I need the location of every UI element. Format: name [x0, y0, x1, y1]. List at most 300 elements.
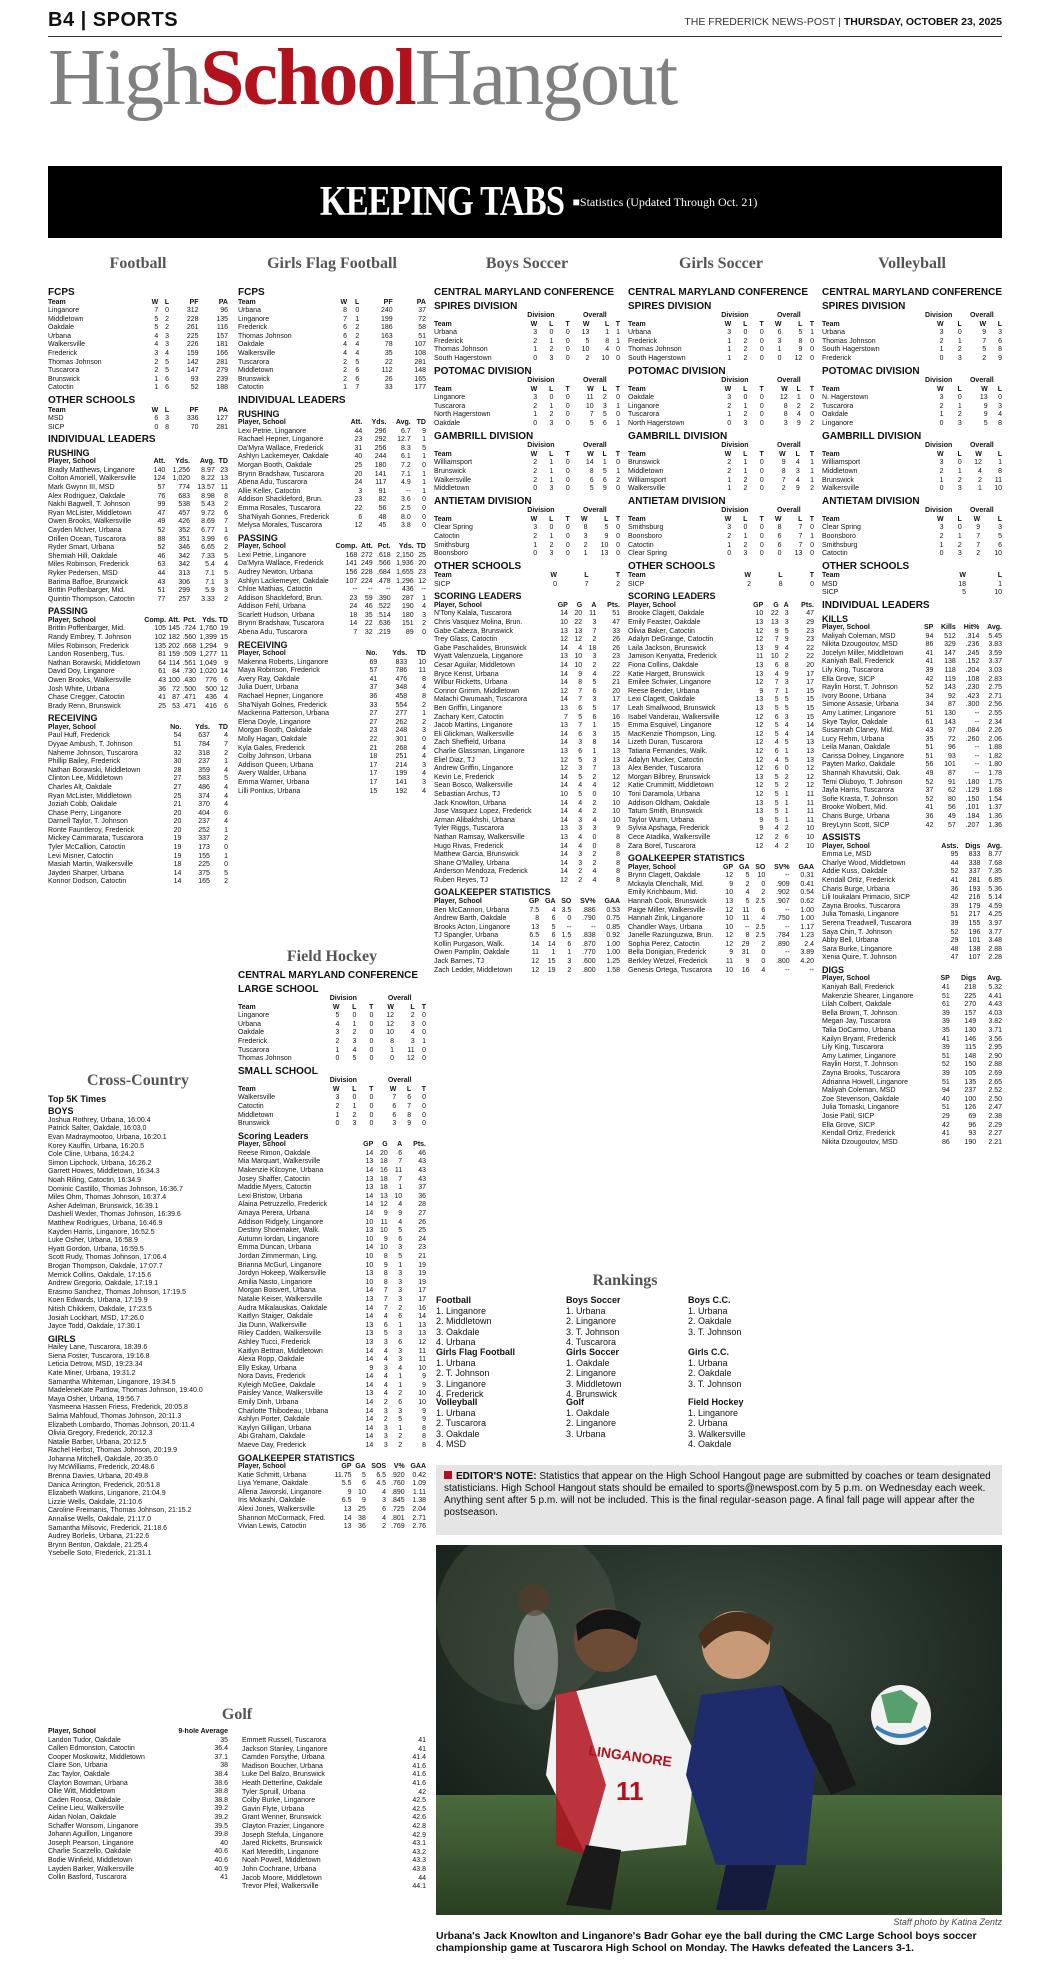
cell-value: 16	[612, 713, 620, 721]
ranking-item: 3. T. Johnson	[566, 1326, 620, 1337]
cell-value: 10	[560, 619, 568, 627]
cell-value: 10	[770, 653, 779, 661]
cell-value: 14	[560, 730, 568, 738]
cell-value: 18	[379, 1158, 388, 1166]
cell-value: 39.2	[214, 1813, 228, 1821]
cell-value: 0	[616, 550, 620, 558]
cell-value: 1	[727, 541, 732, 549]
cell-value: 538	[178, 501, 191, 509]
cell-value: 6	[355, 367, 360, 375]
cell-value: 13	[365, 1338, 374, 1346]
cell-value: 91	[378, 487, 387, 495]
cell-value: 338	[968, 859, 981, 867]
cell-value: 1	[549, 532, 554, 540]
row-label: Jose Vasquez Lopez, Frederick	[434, 808, 532, 816]
cell-value: 13	[365, 1295, 374, 1303]
cell-value: 20	[173, 809, 182, 817]
cell-value: 1	[743, 459, 748, 467]
cell-value: 99	[157, 501, 166, 509]
cell-value: 3	[784, 610, 789, 618]
cell-value: L	[549, 515, 554, 523]
cell-value: 16	[741, 966, 750, 974]
cell-value: 41	[418, 1745, 426, 1753]
table-row	[238, 341, 426, 350]
cell-value: 21	[173, 801, 182, 809]
cell-value: 12	[612, 773, 620, 781]
table-row	[822, 329, 1002, 338]
bs-other-table	[434, 572, 620, 589]
table-row	[628, 739, 814, 748]
table-row	[238, 1497, 426, 1506]
cell-value: 19	[173, 835, 182, 843]
cell-value: 151	[402, 620, 414, 628]
cell-value: 78	[384, 341, 393, 349]
cell-value: 370	[198, 801, 210, 809]
list-item: Maya Osher, Urbana, 19:56.7	[48, 1395, 140, 1403]
cell-value: 13	[365, 1184, 374, 1192]
cell-value: 57	[157, 484, 166, 492]
golf-right-column	[242, 1737, 426, 1892]
cell-value: 0	[565, 476, 570, 484]
row-label: Jacob Martins, Linganore	[434, 722, 513, 730]
cell-value: 10	[612, 790, 620, 798]
cell-value: 6	[398, 1338, 403, 1346]
row-label: Paisley Vance, Walkersville	[238, 1390, 323, 1398]
table-row	[238, 1150, 426, 1159]
row-label: Andrew Griffin, Linganore	[434, 765, 514, 773]
table-row	[48, 484, 228, 493]
row-label: Autumn Iordan, Linganore	[238, 1235, 319, 1243]
table-row	[238, 1416, 426, 1425]
cell-value: 0	[616, 541, 620, 549]
row-label: Urbana	[822, 329, 845, 337]
table-row	[822, 477, 1002, 486]
cell-value: 10	[358, 1488, 366, 1496]
row-label: Walkersville	[434, 476, 472, 484]
cell-value: 9	[729, 880, 734, 888]
cell-value: 14	[365, 1381, 374, 1389]
table-header-row	[238, 1141, 426, 1150]
table-row	[48, 835, 228, 844]
ranking-block	[688, 1348, 741, 1389]
cell-value: 0	[224, 861, 228, 869]
cell-value: 163	[380, 332, 393, 340]
table-row	[48, 878, 228, 887]
row-label: Urbana	[628, 329, 651, 337]
table-row	[238, 779, 426, 788]
cell-value: --	[974, 718, 980, 726]
table-row	[238, 603, 426, 612]
cell-value: 9	[729, 949, 734, 957]
table-row	[238, 1425, 426, 1434]
table-row	[822, 1096, 1002, 1105]
table-row	[434, 782, 620, 791]
cell-value: 257	[178, 595, 191, 603]
cell-value: 0	[565, 550, 570, 558]
row-label: N'Tony Kalala, Tuscarora	[434, 610, 512, 618]
row-label: Allena Jaworski, Linganore	[238, 1488, 322, 1496]
table-row	[48, 475, 228, 484]
table-row	[48, 536, 228, 545]
cell-value: 1	[810, 329, 814, 337]
cell-value: 6.7	[401, 427, 411, 435]
row-label: Colby Johnson, Urbana	[238, 753, 312, 761]
cell-value: .920	[391, 1471, 405, 1479]
list-item: Siena Foster, Tuscarora, 19:16.8	[48, 1352, 150, 1360]
cell-value: L	[743, 320, 748, 328]
cell-value: 0	[565, 329, 570, 337]
row-label: Zachary Kerr, Catoctin	[434, 713, 504, 721]
masthead-part-1: High	[48, 34, 200, 122]
row-label: Brittin Poffenbarger, Mid.	[48, 587, 125, 595]
row-label: Smithsburg	[628, 524, 664, 532]
row-label: Barima Baffoe, Brunswick	[48, 578, 129, 586]
division-header-row	[822, 442, 1002, 451]
cell-value: 4	[383, 1390, 388, 1398]
cell-value: 3	[784, 619, 789, 627]
table-row	[628, 403, 814, 412]
row-label: Morgan Bilbrey, Brunswick	[628, 773, 711, 781]
row-label: Maddie Myers, Catoctin	[238, 1184, 312, 1192]
cell-value: 10	[612, 799, 620, 807]
cell-value: W	[774, 320, 782, 328]
table-row	[238, 667, 426, 676]
cell-value: 39.5	[214, 1822, 228, 1830]
cell-value: 61	[942, 1001, 950, 1009]
cell-value: 5	[745, 897, 750, 905]
list-item: Lizzie Wells, Oakdale, 21:10.6	[48, 1498, 143, 1506]
row-label: Player, School	[238, 1141, 286, 1149]
table-row	[238, 1287, 426, 1296]
table-row	[48, 625, 228, 634]
cell-value: 4	[977, 467, 982, 475]
cell-value: 5	[784, 739, 789, 747]
ranking-item: 3. Middletown	[566, 1378, 622, 1389]
cell-value: 3	[224, 587, 228, 595]
table-row	[822, 550, 1002, 559]
ranking-item: 4. Tuscarora	[566, 1337, 617, 1348]
cell-value: 4	[784, 722, 789, 730]
cell-value: 0	[224, 844, 228, 852]
cell-value: 7	[798, 541, 803, 549]
row-label: Phillip Bailey, Frederick	[48, 758, 121, 766]
table-row	[822, 468, 1002, 477]
cell-value: 107	[968, 954, 981, 962]
cell-value: 12	[612, 782, 620, 790]
cell-value: 248	[395, 727, 408, 735]
cell-value: 8	[616, 876, 620, 884]
football-heading: Football	[109, 255, 167, 272]
golf-heading: Golf	[221, 1706, 253, 1723]
cell-value: 5	[165, 358, 170, 366]
cell-value: W	[530, 450, 538, 458]
cell-value: 8	[616, 842, 620, 850]
cell-value: 0	[810, 337, 814, 345]
table-row	[48, 501, 228, 510]
cell-value: 2	[352, 1111, 357, 1119]
row-label: Maliyah Coleman, MSD	[822, 632, 896, 640]
cell-value: --	[809, 966, 814, 974]
row-label: Clear Spring	[434, 524, 473, 532]
cell-value: 6	[398, 1313, 403, 1321]
list-item: Brenna Davies, Urbana, 20:49.8	[48, 1473, 149, 1481]
row-label: Levi Misner, Catoctin	[48, 852, 113, 860]
row-label: Riley Cadden, Walkersville	[238, 1330, 321, 1338]
cell-value: PF	[383, 298, 393, 306]
row-label: Brunswick	[48, 375, 80, 383]
cell-value: 37	[418, 1184, 426, 1192]
table-row	[238, 1176, 426, 1185]
table-row	[822, 929, 1002, 938]
row-label: Temi Oluboyo, T. Johnson	[822, 778, 903, 786]
row-label	[238, 995, 313, 1004]
row-label: Williamsport	[822, 459, 861, 467]
cell-value: 0	[422, 1029, 426, 1037]
cell-value: 10	[725, 915, 734, 923]
cell-value: 337	[198, 835, 210, 843]
cell-value: 5	[335, 1012, 340, 1020]
ranking-title: Girls Soccer	[566, 1347, 620, 1357]
row-label: Lexi Bristow, Urbana	[238, 1192, 303, 1200]
cell-value: Yds.	[371, 418, 387, 426]
row-label: Emily Krichbaum, Mid.	[628, 889, 698, 897]
table-row	[48, 596, 228, 605]
row-label: Urbana	[238, 1020, 261, 1028]
cell-value: 2	[398, 1433, 403, 1441]
cell-value: 2	[335, 1037, 340, 1045]
row-label	[434, 442, 512, 451]
cell-value: 6	[224, 676, 228, 684]
cell-value: 11	[220, 484, 228, 492]
table-row	[822, 937, 1002, 946]
cell-value: 42.5	[412, 1805, 426, 1813]
table-row	[48, 651, 228, 660]
cell-value: T	[809, 515, 814, 523]
cell-value: 59	[364, 594, 373, 602]
cell-value: 13	[755, 619, 764, 627]
cell-value: 8	[592, 739, 597, 747]
ranking-item: 3. Linganore	[436, 1378, 487, 1389]
cell-value: 3	[777, 337, 782, 345]
cell-value: 22	[612, 670, 620, 678]
division-table	[822, 377, 1002, 429]
cell-value: 6	[578, 730, 583, 738]
cell-value: 2	[335, 1103, 340, 1111]
cell-value: 190	[964, 1138, 977, 1146]
xc-boys-list	[48, 1117, 228, 1332]
table-row	[822, 984, 1002, 993]
flag-leaders-title: INDIVIDUAL LEADERS	[238, 395, 346, 407]
table-row	[238, 514, 426, 523]
cell-value: 2	[422, 620, 426, 628]
cell-value: 2	[398, 1390, 403, 1398]
cell-value: 3	[533, 329, 538, 337]
row-label: Celine Lieu, Walkersville	[48, 1805, 124, 1813]
cell-value: GP	[722, 863, 734, 871]
editors-note-text: Statistics that appear on the High School Hangout page are submitted by coaches or team designated statisticians. High School Hangout stats should be emailed to sports@newspost.com by 5 p.m. on Wednesday each week. Anything sent after 5 p.m. will not be included. This is the final regular-season page. A final fall page will appear after the postseason.	[444, 1471, 991, 1518]
table-header-row	[434, 602, 620, 611]
cell-value: 3	[578, 825, 583, 833]
table-row	[238, 367, 426, 376]
cell-value: 5	[784, 696, 789, 704]
editors-note	[436, 1465, 1002, 1535]
cell-value: 14	[560, 644, 568, 652]
cell-value: 0	[759, 524, 764, 532]
cell-value: 7	[224, 740, 228, 748]
cell-value: 11	[407, 1046, 415, 1054]
row-label: Zayna Brooks, Tuscarora	[822, 1069, 901, 1077]
table-header-row	[48, 407, 228, 416]
table-header-row	[238, 1004, 426, 1013]
cell-value: .236	[965, 641, 980, 649]
cell-value: 14	[365, 1304, 374, 1312]
cell-value: 1	[743, 467, 748, 475]
cell-value: L	[549, 320, 554, 328]
table-row	[822, 667, 1002, 676]
cell-value: Pts.	[607, 601, 620, 609]
row-label: Shannon McCormack, Fred.	[238, 1514, 326, 1522]
cell-value: 416	[205, 702, 217, 710]
cell-value: 8	[165, 423, 170, 431]
table-header-row	[48, 299, 228, 308]
cell-value: 14	[560, 842, 568, 850]
cell-value: L	[406, 1085, 412, 1093]
table-row	[628, 636, 814, 645]
cell-value: 196	[968, 928, 981, 936]
cell-value: 5	[224, 569, 228, 577]
cell-value: 0	[939, 550, 944, 558]
cell-value: 4.41	[988, 992, 1002, 1000]
cell-value: 47	[806, 610, 814, 618]
cell-value: 7	[398, 1175, 403, 1183]
football-column	[48, 285, 228, 887]
cell-value: 12	[560, 765, 568, 773]
cell-value: 22	[612, 662, 620, 670]
row-label	[628, 377, 706, 386]
section-name: SPORTS	[92, 9, 179, 31]
cell-value: 25	[158, 702, 167, 710]
cell-value: 8	[407, 1111, 412, 1119]
cell-value: 165	[414, 375, 426, 383]
table-row	[48, 1874, 228, 1883]
cell-value: 5	[784, 756, 789, 764]
list-item: Joshua Rothrey, Urbana, 16:00.4	[48, 1116, 151, 1124]
table-row	[822, 542, 1002, 551]
cell-value: 7.1	[205, 578, 215, 586]
cell-value: 2	[939, 532, 944, 540]
cell-value: 1	[784, 790, 789, 798]
cell-value: 156	[345, 568, 358, 576]
cell-value: 6	[774, 765, 779, 773]
cell-value: 18	[379, 1175, 388, 1183]
cell-value: 3	[398, 1287, 403, 1295]
cell-value: 18	[379, 1184, 388, 1192]
row-label: Aidan Nolan, Oakdale	[48, 1813, 117, 1821]
row-label: Joseph Stefula, Linganore	[242, 1831, 324, 1839]
table-row	[238, 1201, 426, 1210]
cell-value: 2	[224, 835, 228, 843]
cell-value: T	[615, 385, 620, 393]
cell-value: 1,655	[396, 568, 414, 576]
cell-value: T	[809, 572, 814, 580]
table-row	[822, 533, 1002, 542]
table-row	[434, 696, 620, 705]
cell-value: 8.3	[401, 444, 411, 452]
cell-value: 15	[806, 705, 814, 712]
ranking-item: 1. Oakdale	[566, 1357, 610, 1368]
cell-value: 14	[560, 679, 568, 687]
cell-value: 12	[806, 765, 814, 773]
table-row	[238, 496, 426, 505]
cell-value: 0	[810, 550, 814, 558]
table-row	[48, 853, 228, 862]
cell-value: L	[549, 450, 554, 458]
cell-value: 0	[777, 354, 782, 362]
cell-value: 135	[216, 315, 228, 323]
cell-value: 1,277	[199, 651, 217, 659]
row-label: Zach Ledder, Middletown	[434, 966, 513, 974]
cell-value: 17	[806, 670, 814, 678]
cell-value: 228	[361, 568, 373, 576]
cell-value: TD	[416, 418, 426, 426]
cell-value: 11	[725, 958, 734, 966]
cell-value: 5	[398, 1416, 403, 1424]
cell-value: 126	[964, 1104, 977, 1112]
row-label: Wilbur Ricketts, Urbana	[434, 679, 508, 687]
cell-value: 2.26	[988, 727, 1002, 735]
table-row	[238, 1365, 426, 1374]
cell-value: 35	[384, 350, 393, 358]
cell-value: 9	[422, 1373, 426, 1381]
table-row	[434, 636, 620, 645]
table-row	[238, 1313, 426, 1322]
table-row	[628, 346, 814, 355]
table-row	[434, 791, 620, 800]
cell-value: 20	[354, 470, 363, 478]
row-label: Nikita Dzougoutov, MSD	[822, 641, 898, 649]
football-passing-title: PASSING	[48, 606, 88, 617]
cell-value: 1.54	[988, 795, 1002, 803]
cell-value: .430	[182, 676, 197, 684]
cell-value: .890	[391, 1488, 405, 1496]
cell-value: 9.72	[201, 509, 215, 517]
cell-value: 8	[784, 662, 789, 670]
cell-value: 6	[165, 375, 170, 383]
cell-value: 14	[365, 1407, 374, 1415]
cell-value: 27	[369, 718, 378, 726]
cell-value: 3	[549, 420, 554, 428]
row-label: Sara Burke, Linganore	[822, 945, 893, 953]
cell-value: W	[936, 320, 944, 328]
cell-value: 41	[942, 984, 950, 991]
row-label: Brooke Wolbert, Mid.	[822, 804, 888, 812]
cell-value: 9	[784, 636, 789, 644]
cell-value: 0	[761, 949, 766, 957]
list-item: Nitish Chikkem, Oakdale, 17:23.5	[48, 1305, 152, 1313]
cell-value: 3.48	[988, 937, 1002, 945]
cell-value: 101	[968, 937, 981, 945]
cell-value: 268	[395, 744, 408, 752]
cell-value: 14	[560, 662, 568, 670]
cell-value: 4	[592, 816, 597, 824]
row-label: Player, School	[238, 1463, 286, 1471]
row-label: Abena Adu, Tuscarora	[238, 629, 308, 637]
row-label: Emily Feaster, Oakdale	[628, 619, 701, 627]
cell-value: 1.23	[800, 932, 814, 940]
cell-value: 20	[173, 826, 182, 834]
row-label: Frederick	[48, 350, 78, 358]
row-label: Nathan Ramsay, Walkersville	[434, 833, 525, 841]
